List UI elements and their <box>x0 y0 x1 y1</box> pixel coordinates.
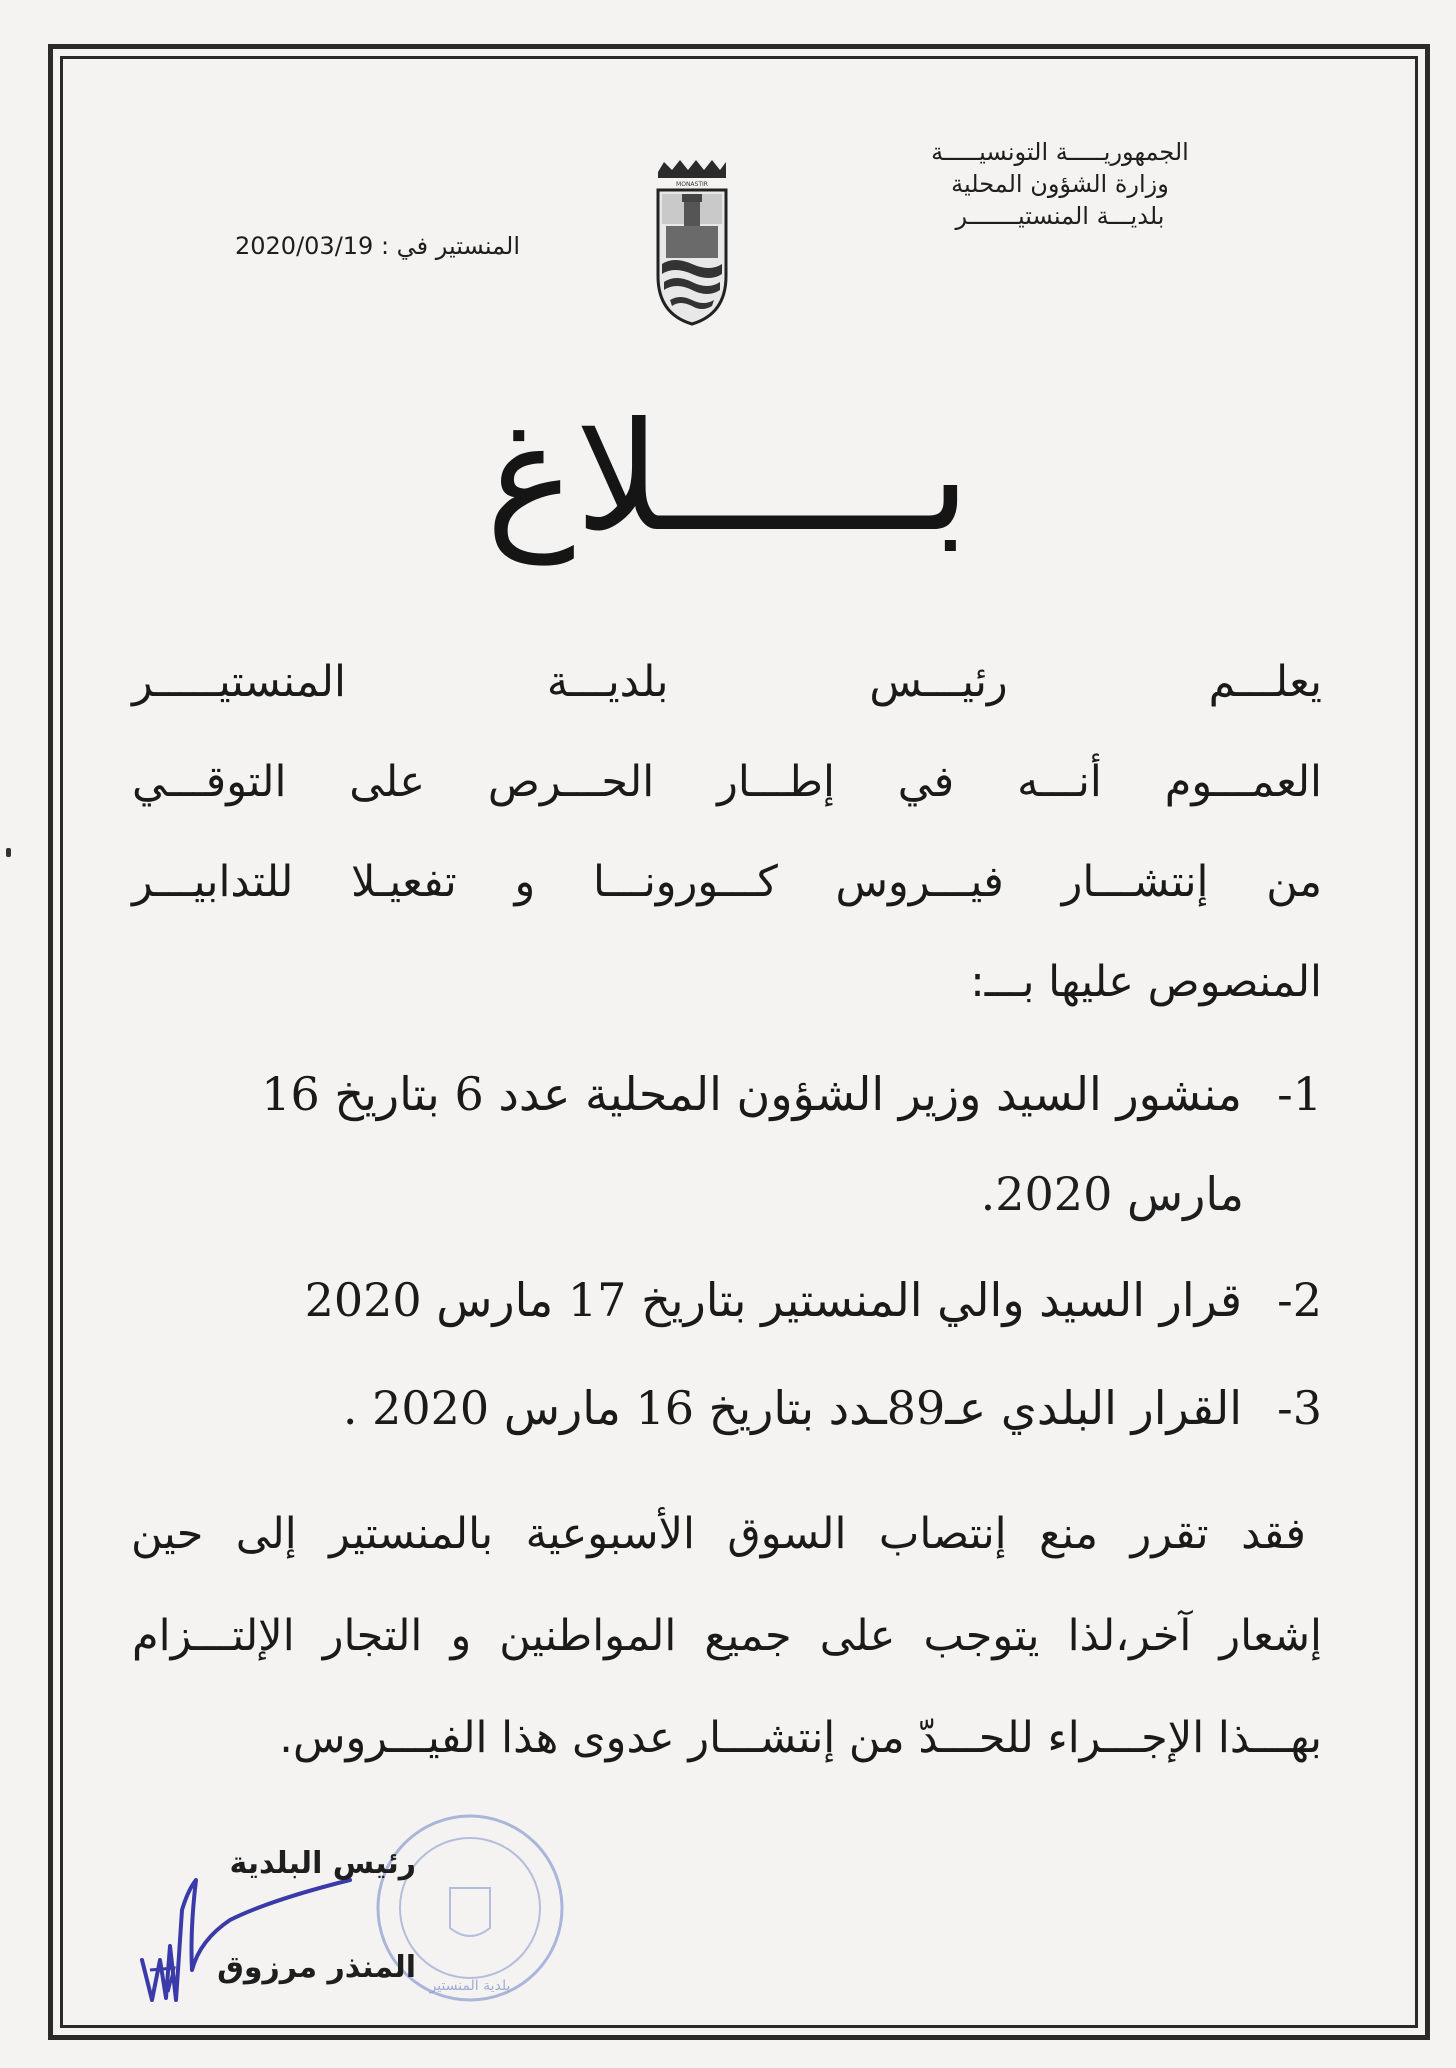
municipality-emblem-icon <box>654 156 730 326</box>
place-and-date: المنستير في : 2020/03/19 <box>234 232 520 260</box>
letterhead <box>860 136 1260 232</box>
emblem-label: MONASTIR <box>676 181 708 188</box>
closing-line-2: إشعار آخر،لذا يتوجب على جميع المواطنين و التجار الإلتـــزام <box>132 1611 1322 1661</box>
list-item-number: 3- <box>1277 1381 1322 1435</box>
stamp-label: بلدية المنستير <box>429 1978 511 1994</box>
document-title: بــــــلاغ <box>485 391 971 565</box>
list-item-text: منشور السيد وزير الشؤون المحلية عدد 6 بتاريخ 16 <box>261 1067 1242 1121</box>
list-item-1 <box>132 1064 1322 1124</box>
body-line-2: العمـــوم أنـــه في إطـــار الحـــرص على التوقـــي <box>132 757 1322 807</box>
closing-line-3: بهـــذا الإجـــراء للحـــدّ من إنتشـــار عدوى هذا الفيـــروس. <box>279 1713 1322 1763</box>
signatory-title: رئيس البلدية <box>229 1846 416 1881</box>
list-item-2 <box>132 1270 1322 1330</box>
list-item-number: 1- <box>1277 1067 1322 1121</box>
list-item-1-continuation: مارس 2020. <box>980 1167 1244 1221</box>
closing-line-1: فقد تقرر منع إنتصاب السوق الأسبوعية بالمنستير إلى حين <box>131 1509 1306 1559</box>
margin-mark <box>6 848 11 857</box>
list-item-text: القرار البلدي عـ89ـدد بتاريخ 16 مارس 2020 . <box>342 1381 1242 1435</box>
letterhead-municipality: بلديـــة المنستيـــــــر <box>955 202 1165 230</box>
body-line-4: المنصوص عليها بـــ: <box>970 957 1322 1007</box>
list-item-text: قرار السيد والي المنستير بتاريخ 17 مارس 2020 <box>304 1273 1242 1327</box>
body-line-3: من إنتشـــار فيـــروس كـــورونـــا و تفعيـلا للتدابيـــر <box>132 857 1322 907</box>
letterhead-ministry: وزارة الشؤون المحلية <box>951 170 1169 198</box>
signatory-name: المنذر مرزوق <box>217 1950 416 1985</box>
list-item-3 <box>132 1378 1322 1438</box>
body-line-1: يعلـــم رئيـــس بلديـــة المنستيـــــر <box>132 657 1322 707</box>
letterhead-country: الجمهوريـــــة التونسيـــــة <box>931 138 1189 166</box>
list-item-number: 2- <box>1277 1273 1322 1327</box>
